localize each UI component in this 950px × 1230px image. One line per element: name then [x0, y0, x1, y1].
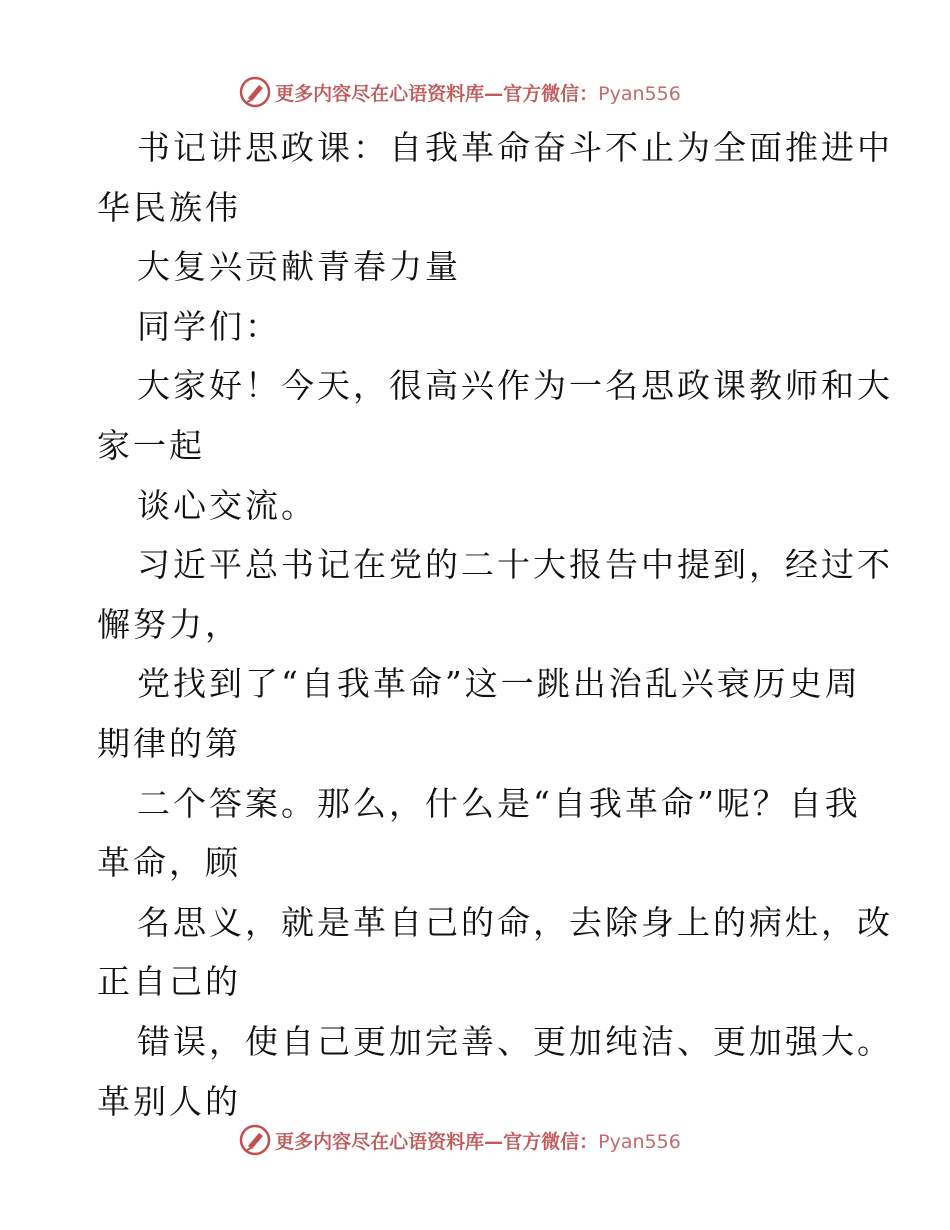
document-body	[97, 118, 893, 1131]
footer-wechat-account: Pyan556	[598, 1130, 681, 1153]
text-line: 大家好！今天，很高兴作为一名思政课教师和大	[137, 366, 893, 406]
text-line: 习近平总书记在党的二十大报告中提到，经过不	[137, 545, 893, 585]
text-line: 名思义，就是革自己的命，去除身上的病灶，改	[137, 902, 893, 942]
text-line: 谈心交流。	[137, 485, 317, 525]
text-line: 党找到了“自我革命”这一跳出治乱兴衰历史周	[137, 664, 861, 704]
seal-logo-icon	[239, 76, 271, 108]
header-banner	[0, 72, 950, 112]
text-line: 懈努力，	[97, 604, 241, 644]
text-line: 书记讲思政课：自我革命奋斗不止为全面推进中	[137, 128, 893, 167]
text-line: 革别人的	[97, 1081, 241, 1121]
text-line: 二个答案。那么，什么是“自我革命”呢？自我	[137, 783, 861, 823]
text-line: 家一起	[97, 425, 205, 465]
header-banner-text: 更多内容尽在心语资料库—官方微信：Pyan556	[275, 82, 681, 105]
footer-banner	[0, 1120, 950, 1160]
seal-logo-icon	[239, 1124, 271, 1156]
text-line: 华民族伟	[97, 187, 241, 227]
text-line: 大复兴贡献青春力量	[137, 247, 461, 287]
header-wechat-account: Pyan556	[598, 82, 681, 105]
text-line: 革命，顾	[97, 843, 241, 883]
text-line: 同学们：	[137, 306, 281, 346]
footer-banner-text: 更多内容尽在心语资料库—官方微信：Pyan556	[275, 1130, 681, 1153]
text-line: 错误，使自己更加完善、更加纯洁、更加强大。	[137, 1021, 893, 1061]
text-line: 期律的第	[97, 723, 241, 763]
text-line: 正自己的	[97, 962, 241, 1002]
